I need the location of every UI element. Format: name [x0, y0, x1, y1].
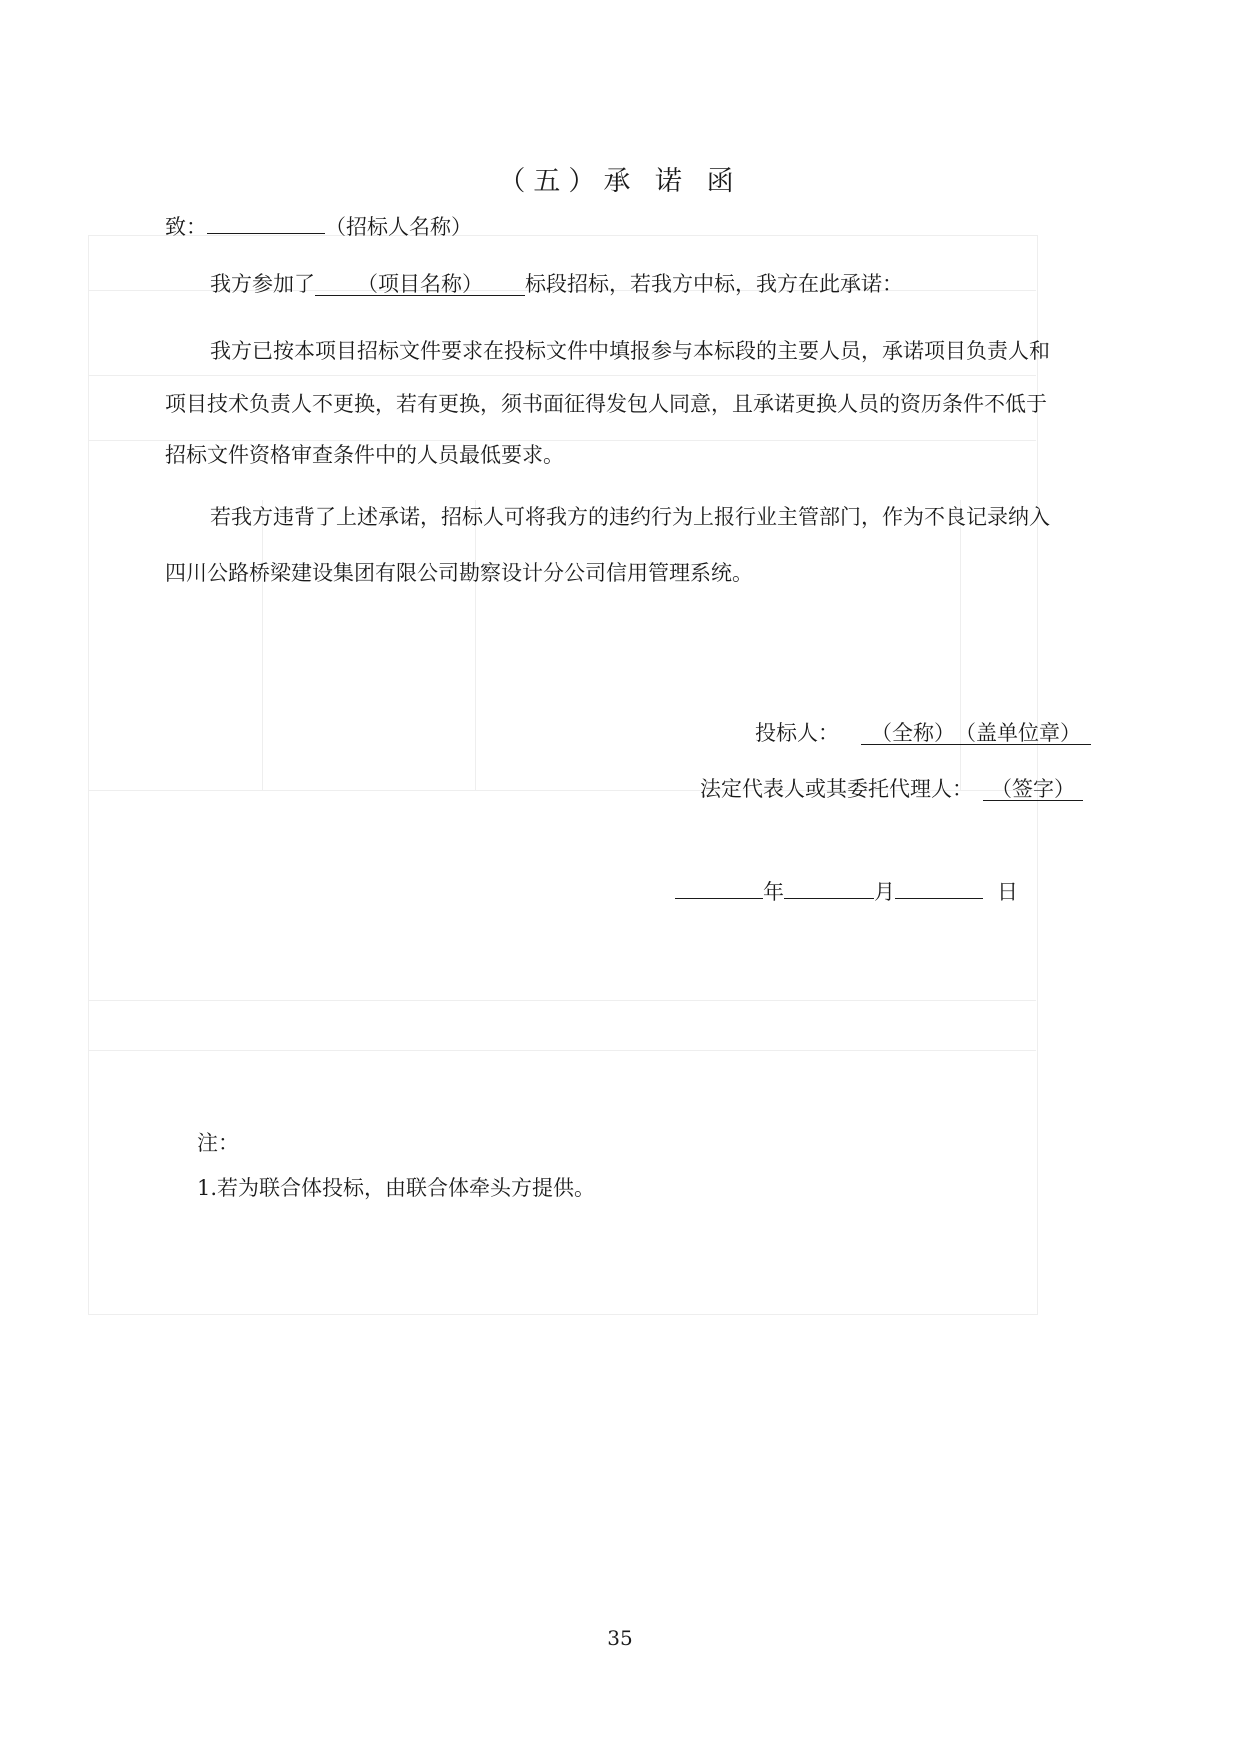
ghost-line — [88, 1000, 1036, 1001]
page-title: （五）承 诺 函 — [498, 166, 742, 197]
addressee-prefix: 致： — [165, 215, 207, 239]
note-item-1: 1.若为联合体投标，由联合体牵头方提供。 — [197, 1176, 596, 1200]
ghost-line — [88, 375, 1036, 376]
paragraph-3-line-1: 若我方违背了上述承诺，招标人可将我方的违约行为上报行业主管部门，作为不良记录纳入 — [210, 505, 1050, 529]
paragraph-1 — [210, 274, 903, 296]
note-title: 注： — [197, 1131, 239, 1155]
year-blank — [675, 877, 763, 899]
month-blank — [784, 877, 874, 899]
project-name-field: （项目名称） — [315, 274, 525, 296]
date-month-label: 月 — [874, 880, 895, 904]
ghost-line — [262, 500, 263, 790]
ghost-line — [88, 1050, 1036, 1051]
bidder-label: 投标人： — [755, 721, 839, 745]
addressee-blank — [207, 212, 325, 234]
representative-line — [700, 779, 1083, 801]
date-line — [675, 877, 1018, 903]
paragraph-2-line-2: 项目技术负责人不更换，若有更换，须书面征得发包人同意，且承诺更换人员的资历条件不低于 — [165, 392, 1047, 416]
date-year-label: 年 — [763, 880, 784, 904]
paragraph-2-line-3: 招标文件资格审查条件中的人员最低要求。 — [165, 443, 564, 467]
addressee-line — [165, 212, 472, 238]
page-number: 35 — [607, 1626, 633, 1650]
addressee-placeholder: （招标人名称） — [325, 215, 472, 239]
paragraph-2-line-1: 我方已按本项目招标文件要求在投标文件中填报参与本标段的主要人员，承诺项目负责人和 — [210, 339, 1050, 363]
ghost-line — [88, 440, 1036, 441]
bidder-line — [755, 723, 1091, 745]
para1-prefix: 我方参加了 — [210, 272, 315, 296]
ghost-line — [475, 500, 476, 790]
day-blank — [895, 877, 983, 899]
paragraph-3-line-2: 四川公路桥梁建设集团有限公司勘察设计分公司信用管理系统。 — [165, 561, 753, 585]
representative-label: 法定代表人或其委托代理人： — [700, 777, 973, 801]
representative-signature: （签字） — [983, 779, 1083, 801]
para1-suffix: 标段招标，若我方中标，我方在此承诺： — [525, 272, 903, 296]
bidder-value: （全称） （盖单位章） — [861, 723, 1091, 745]
date-day-label: 日 — [997, 880, 1018, 904]
ghost-line — [960, 500, 961, 790]
